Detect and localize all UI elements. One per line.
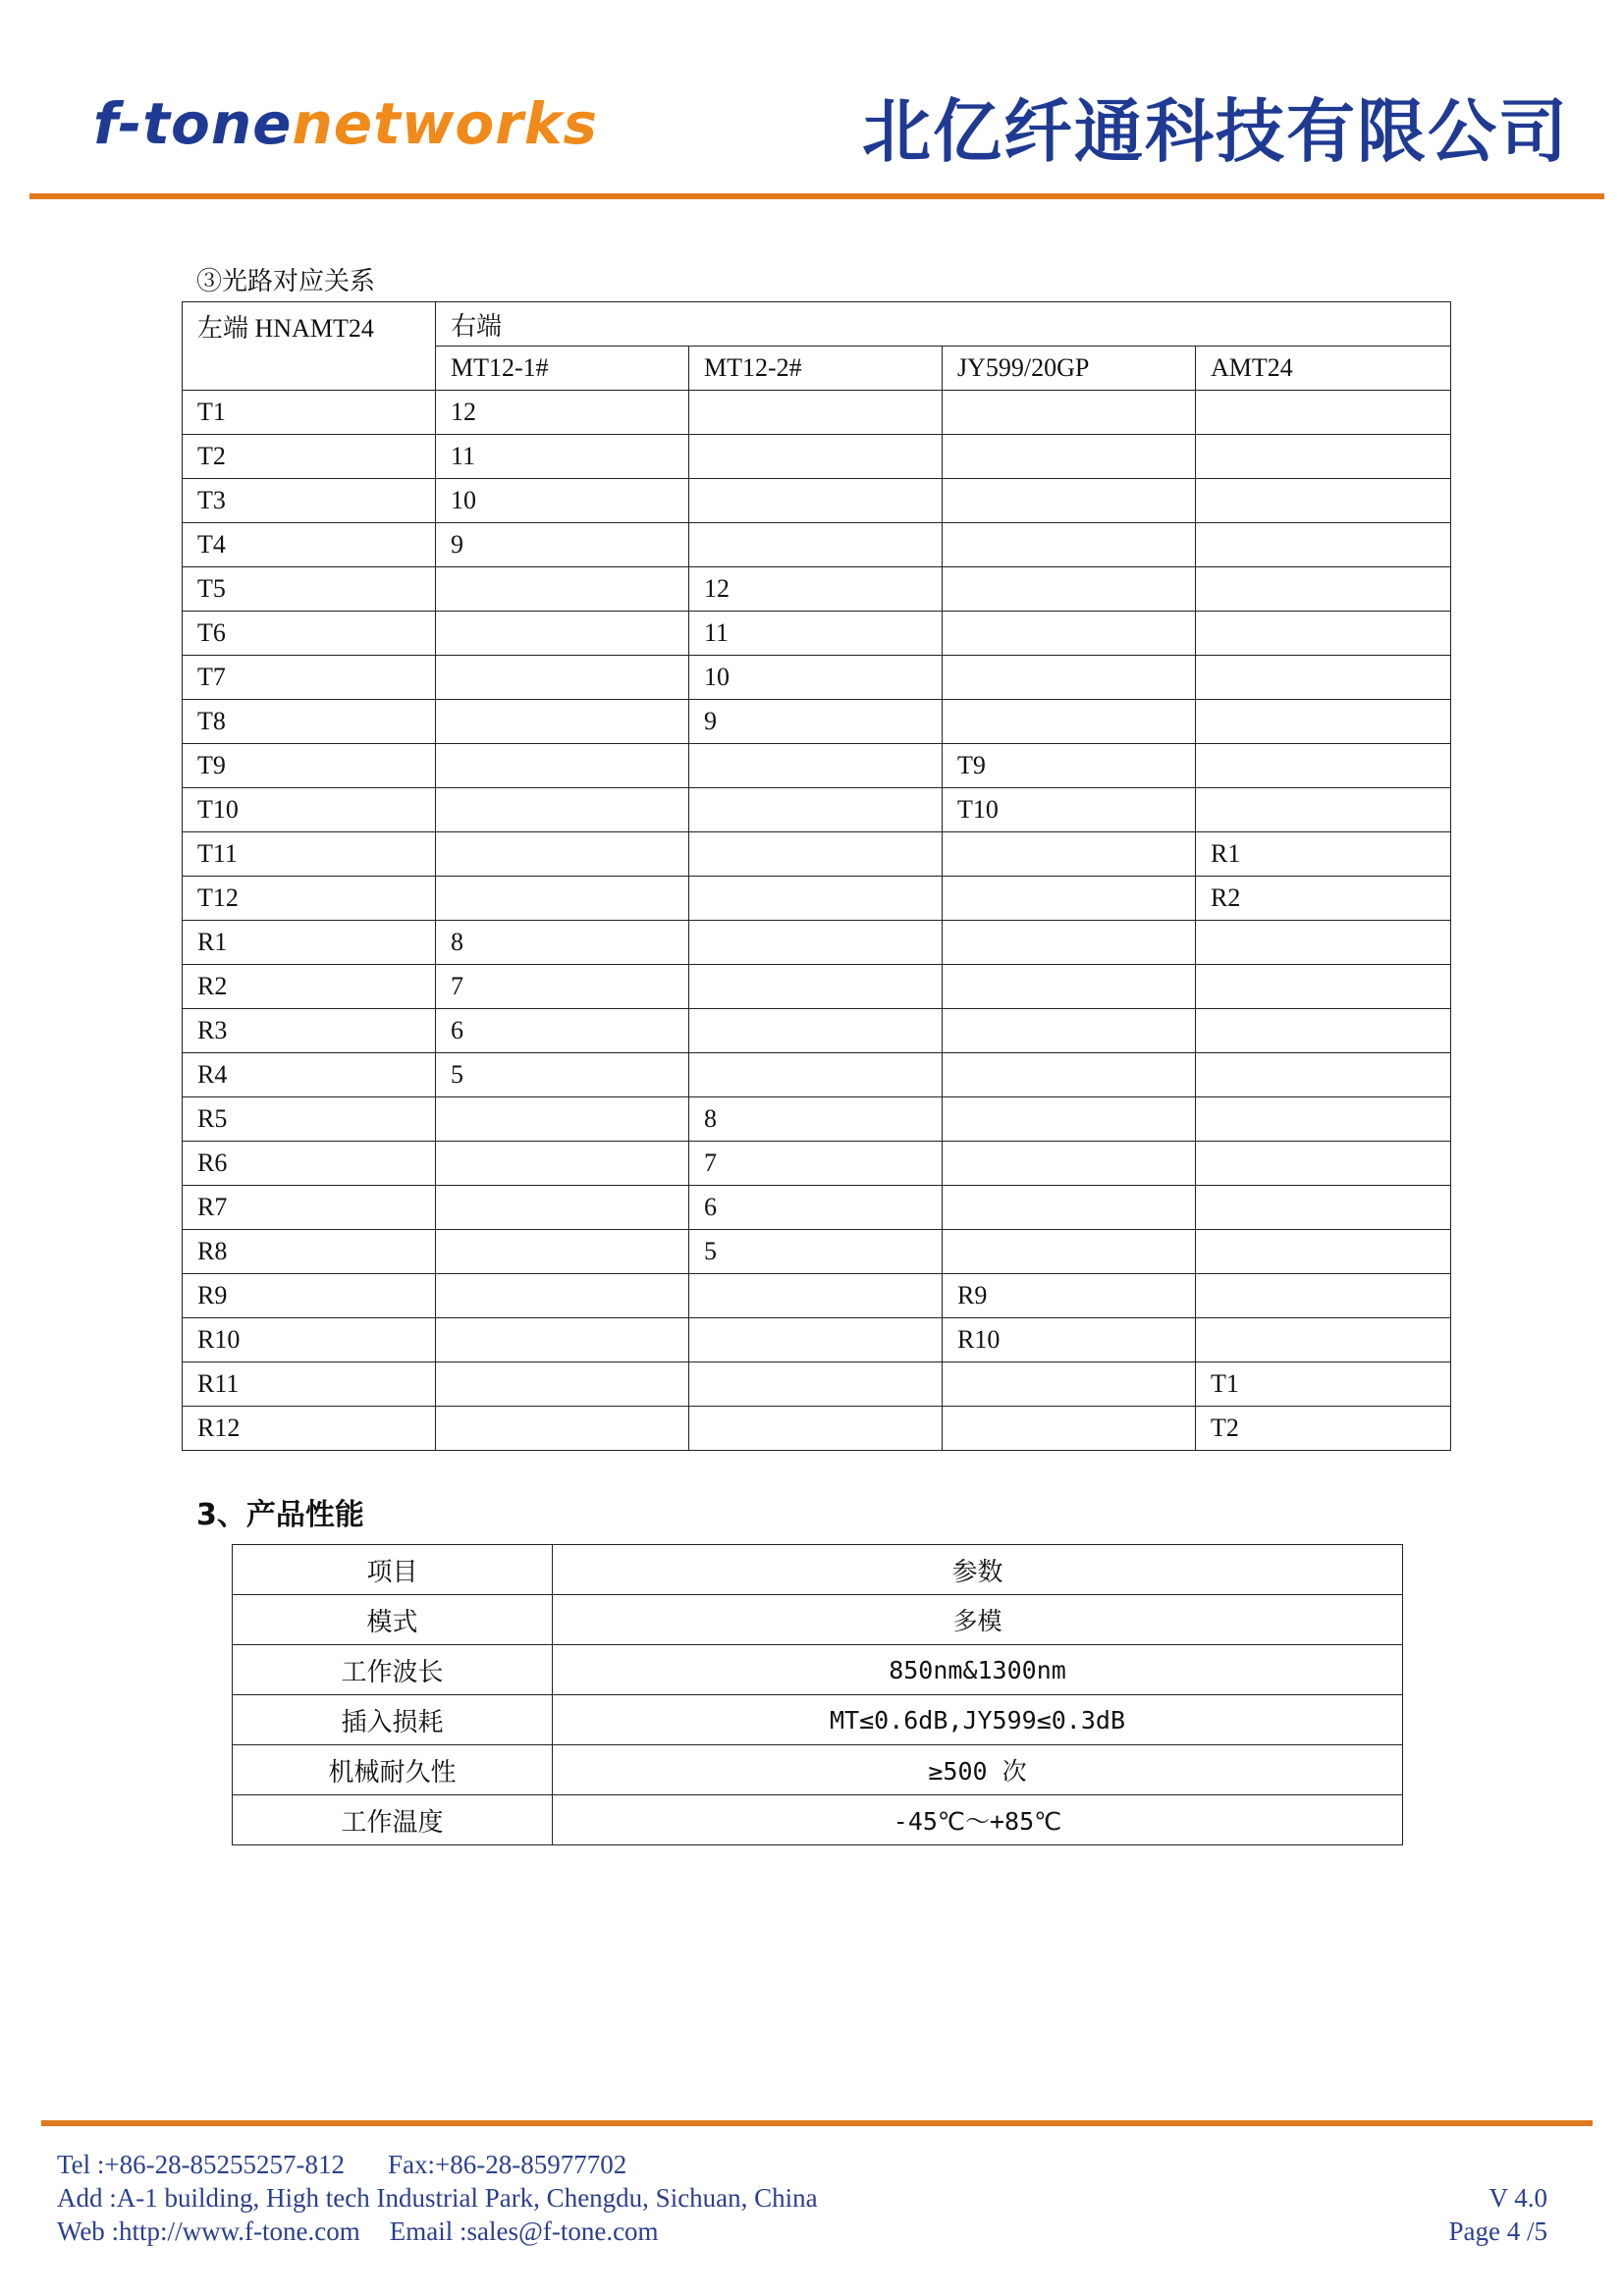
table-cell: [689, 1009, 943, 1053]
table-cell: [1196, 788, 1451, 832]
table-cell: [436, 1186, 689, 1230]
table-row: [233, 1695, 1403, 1745]
fiber-label-cell: T10: [183, 788, 436, 832]
fiber-label-cell: T5: [183, 567, 436, 612]
table-cell: [436, 1407, 689, 1451]
mapping-table-body: [183, 302, 1451, 1451]
performance-section-title: 3、产品性能: [196, 1498, 364, 1532]
table-row: [183, 479, 1451, 523]
table-cell: [436, 832, 689, 877]
fiber-label-cell: T4: [183, 523, 436, 567]
table-row: [183, 1318, 1451, 1362]
table-cell: 9: [689, 700, 943, 744]
table-cell: R10: [943, 1318, 1196, 1362]
fiber-label-cell: R1: [183, 921, 436, 965]
fiber-label-cell: T8: [183, 700, 436, 744]
table-cell: [943, 656, 1196, 700]
table-cell: 8: [689, 1097, 943, 1142]
footer-page-number: Page 4 /5: [1448, 2216, 1547, 2246]
table-cell: [943, 700, 1196, 744]
table-cell: [1196, 1274, 1451, 1318]
table-cell: [1196, 744, 1451, 788]
fiber-label-cell: T6: [183, 612, 436, 656]
footer-phone-line: [57, 2148, 818, 2181]
fiber-label-cell: T1: [183, 391, 436, 435]
table-cell: [1196, 1097, 1451, 1142]
table-cell: [1196, 700, 1451, 744]
table-cell: 7: [689, 1142, 943, 1186]
table-cell: [943, 612, 1196, 656]
table-cell: [689, 788, 943, 832]
table-cell: 5: [689, 1230, 943, 1274]
fiber-label-cell: R8: [183, 1230, 436, 1274]
item-cell: 工作波长: [233, 1645, 553, 1695]
fiber-label-cell: R10: [183, 1318, 436, 1362]
logo-text-networks: networks: [292, 90, 598, 157]
table-cell: [1196, 479, 1451, 523]
table-cell: [689, 965, 943, 1009]
fiber-label-cell: R6: [183, 1142, 436, 1186]
column-header-mt12-1: MT12-1#: [436, 347, 689, 391]
table-cell: [1196, 612, 1451, 656]
table-cell: [1196, 435, 1451, 479]
table-cell: 11: [689, 612, 943, 656]
footer-version: V 4.0: [1489, 2183, 1547, 2213]
table-cell: 11: [436, 435, 689, 479]
table-cell: [436, 1318, 689, 1362]
table-cell: [943, 1362, 1196, 1407]
table-cell: 10: [436, 479, 689, 523]
header-parameter: 参数: [553, 1545, 1403, 1595]
table-cell: [943, 1097, 1196, 1142]
table-cell: [1196, 567, 1451, 612]
table-cell: [943, 1186, 1196, 1230]
table-cell: [689, 1053, 943, 1097]
column-header-jy599: JY599/20GP: [943, 347, 1196, 391]
fiber-label-cell: T7: [183, 656, 436, 700]
parameter-cell: -45℃～+85℃: [553, 1795, 1403, 1845]
table-row: [183, 1362, 1451, 1407]
table-row: [183, 391, 1451, 435]
footer-tel: Tel :+86-28-85255257-812: [57, 2150, 346, 2179]
table-cell: [943, 832, 1196, 877]
table-row: [183, 1097, 1451, 1142]
company-logo: [93, 90, 598, 157]
table-cell: [436, 1362, 689, 1407]
table-cell: [436, 877, 689, 921]
table-cell: 7: [436, 965, 689, 1009]
table-cell: R9: [943, 1274, 1196, 1318]
table-row: [183, 656, 1451, 700]
table-cell: 6: [436, 1009, 689, 1053]
table-cell: T9: [943, 744, 1196, 788]
table-cell: [436, 1142, 689, 1186]
table-row: [183, 1053, 1451, 1097]
table-cell: 8: [436, 921, 689, 965]
table-cell: [1196, 656, 1451, 700]
header-item: 项目: [233, 1545, 553, 1595]
column-header-mt12-2: MT12-2#: [689, 347, 943, 391]
mapping-section-label: ③光路对应关系: [196, 267, 376, 296]
table-cell: 10: [689, 656, 943, 700]
column-header-amt24: AMT24: [1196, 347, 1451, 391]
table-cell: [1196, 921, 1451, 965]
table-cell: [1196, 1186, 1451, 1230]
footer-divider: [41, 2120, 1593, 2126]
left-end-header: 左端 HNAMT24: [183, 302, 436, 391]
table-cell: [1196, 1053, 1451, 1097]
table-cell: [943, 1230, 1196, 1274]
table-cell: [689, 479, 943, 523]
fiber-label-cell: R11: [183, 1362, 436, 1407]
right-end-header: 右端: [436, 302, 1451, 347]
table-row: [183, 700, 1451, 744]
table-row: [183, 1274, 1451, 1318]
table-cell: [689, 1407, 943, 1451]
item-cell: 工作温度: [233, 1795, 553, 1845]
table-cell: 6: [689, 1186, 943, 1230]
table-cell: 12: [436, 391, 689, 435]
footer-web: Web :http://www.f-tone.com: [57, 2216, 360, 2246]
table-row: [183, 1186, 1451, 1230]
logo-text-ftone: f-tone: [93, 90, 293, 157]
table-cell: T1: [1196, 1362, 1451, 1407]
table-cell: R2: [1196, 877, 1451, 921]
fiber-label-cell: R3: [183, 1009, 436, 1053]
parameter-cell: 多模: [553, 1595, 1403, 1645]
table-cell: [689, 832, 943, 877]
fiber-label-cell: T9: [183, 744, 436, 788]
table-cell: [436, 656, 689, 700]
table-cell: T2: [1196, 1407, 1451, 1451]
table-cell: [689, 744, 943, 788]
table-row: [183, 921, 1451, 965]
table-row: [183, 788, 1451, 832]
footer-contact: [57, 2148, 818, 2248]
table-cell: [689, 391, 943, 435]
table-cell: T10: [943, 788, 1196, 832]
table-row: [183, 523, 1451, 567]
table-cell: [689, 1274, 943, 1318]
fiber-label-cell: R4: [183, 1053, 436, 1097]
table-row: [183, 612, 1451, 656]
table-cell: [689, 523, 943, 567]
footer-web-line: [57, 2215, 818, 2248]
table-cell: 5: [436, 1053, 689, 1097]
table-cell: [943, 567, 1196, 612]
table-cell: [1196, 523, 1451, 567]
table-cell: [689, 1318, 943, 1362]
item-cell: 机械耐久性: [233, 1745, 553, 1795]
fiber-label-cell: T12: [183, 877, 436, 921]
table-row: [233, 1745, 1403, 1795]
table-cell: [943, 479, 1196, 523]
performance-table: [232, 1544, 1403, 1845]
footer-email: Email :sales@f-tone.com: [389, 2216, 659, 2246]
parameter-cell: MT≤0.6dB,JY599≤0.3dB: [553, 1695, 1403, 1745]
table-cell: [943, 877, 1196, 921]
table-cell: [436, 612, 689, 656]
table-cell: [943, 1407, 1196, 1451]
fiber-label-cell: T3: [183, 479, 436, 523]
table-cell: [1196, 965, 1451, 1009]
table-row: [183, 567, 1451, 612]
table-cell: [943, 1009, 1196, 1053]
table-row: [233, 1595, 1403, 1645]
table-cell: [1196, 1142, 1451, 1186]
company-name: 北亿纤通科技有限公司: [862, 91, 1569, 172]
fiber-label-cell: T11: [183, 832, 436, 877]
footer-fax: Fax:+86-28-85977702: [388, 2150, 627, 2179]
table-row: [183, 1230, 1451, 1274]
parameter-cell: 850nm&1300nm: [553, 1645, 1403, 1695]
fiber-label-cell: R5: [183, 1097, 436, 1142]
table-cell: R1: [1196, 832, 1451, 877]
table-cell: [689, 435, 943, 479]
table-row: [183, 965, 1451, 1009]
fiber-label-cell: R12: [183, 1407, 436, 1451]
table-cell: [436, 788, 689, 832]
footer-address: Add :A-1 building, High tech Industrial Park, Chengdu, Sichuan, China: [57, 2183, 818, 2213]
table-row: [183, 1407, 1451, 1451]
table-cell: [943, 1142, 1196, 1186]
table-cell: 12: [689, 567, 943, 612]
table-row: [183, 435, 1451, 479]
performance-table-body: [233, 1545, 1403, 1845]
table-cell: [689, 921, 943, 965]
header-divider: [29, 193, 1604, 199]
table-cell: [943, 1053, 1196, 1097]
item-cell: 模式: [233, 1595, 553, 1645]
table-row: [183, 877, 1451, 921]
table-row: [233, 1795, 1403, 1845]
table-row: [183, 1142, 1451, 1186]
table-cell: [436, 1097, 689, 1142]
fiber-label-cell: R9: [183, 1274, 436, 1318]
table-cell: [1196, 1318, 1451, 1362]
fiber-label-cell: R7: [183, 1186, 436, 1230]
table-cell: [1196, 1230, 1451, 1274]
performance-header-row: [233, 1545, 1403, 1595]
table-cell: [436, 1274, 689, 1318]
table-cell: [943, 523, 1196, 567]
parameter-cell: ≥500 次: [553, 1745, 1403, 1795]
table-cell: [689, 877, 943, 921]
fiber-label-cell: R2: [183, 965, 436, 1009]
table-cell: [689, 1362, 943, 1407]
table-row: [183, 1009, 1451, 1053]
table-cell: [436, 567, 689, 612]
table-row: [183, 744, 1451, 788]
item-cell: 插入损耗: [233, 1695, 553, 1745]
table-row: [183, 832, 1451, 877]
table-cell: [943, 921, 1196, 965]
mapping-header-row: [183, 302, 1451, 347]
table-cell: [943, 435, 1196, 479]
footer-meta: [1449, 2181, 1548, 2248]
table-cell: [436, 1230, 689, 1274]
fiber-label-cell: T2: [183, 435, 436, 479]
table-cell: [1196, 1009, 1451, 1053]
table-cell: 9: [436, 523, 689, 567]
table-row: [233, 1645, 1403, 1695]
table-cell: [436, 700, 689, 744]
table-cell: [1196, 391, 1451, 435]
optical-path-mapping-table: [182, 301, 1451, 1451]
table-cell: [436, 744, 689, 788]
table-cell: [943, 965, 1196, 1009]
table-cell: [943, 391, 1196, 435]
